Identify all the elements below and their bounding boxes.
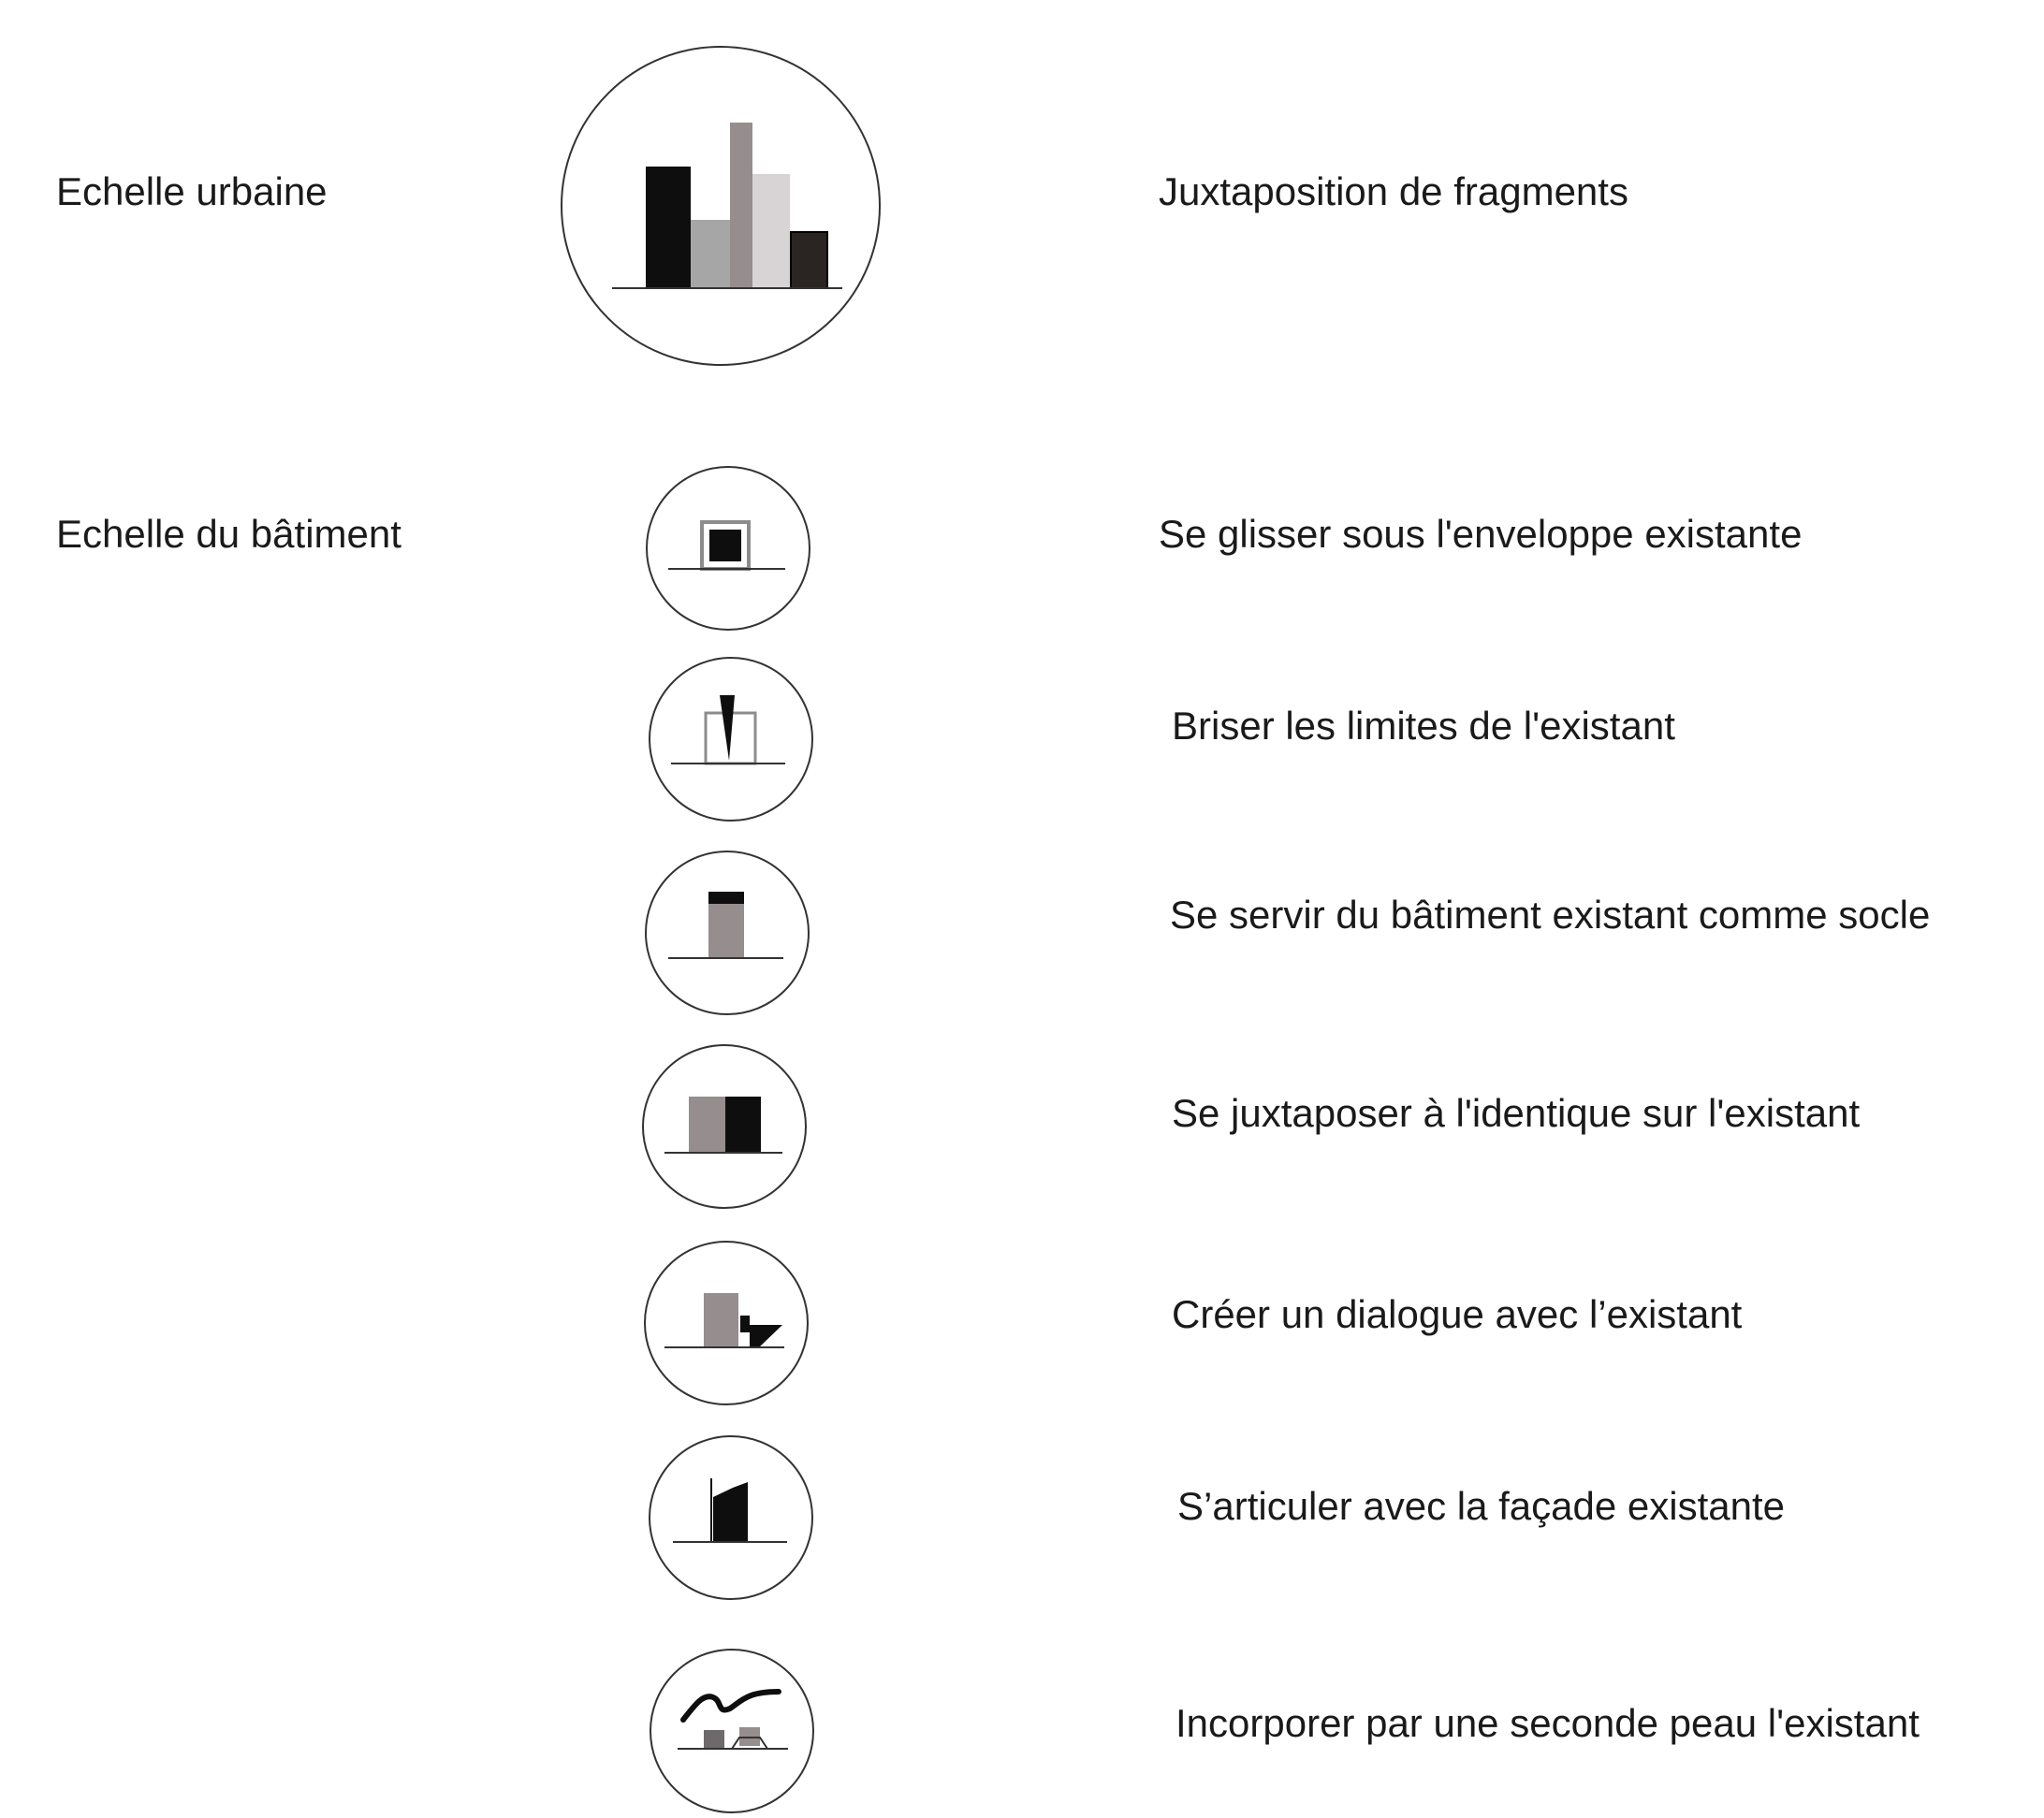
strategy-label-dialogue: Créer un dialogue avec l’existant	[1172, 1292, 1743, 1336]
strategy-label-identical: Se juxtaposer à l'identique sur l'existant	[1172, 1091, 1861, 1135]
strategy-label-facade: S’articuler avec la façade existante	[1177, 1484, 1786, 1528]
dialogue-icon	[642, 1239, 810, 1407]
scale-label-urban: Echelle urbaine	[56, 169, 328, 213]
articulate-facade-icon	[647, 1433, 815, 1602]
second-skin-icon	[648, 1647, 816, 1815]
identical-juxtapose-icon	[640, 1042, 809, 1211]
strategy-label-second-skin: Incorporer par une seconde peau l'existant	[1175, 1701, 1920, 1745]
slip-under-envelope-icon	[644, 464, 812, 633]
strategy-label-break-limits: Briser les limites de l'existant	[1172, 704, 1675, 748]
strategy-label-base: Se servir du bâtiment existant comme socle	[1170, 893, 1931, 937]
juxtaposed-fragments-icon	[560, 45, 882, 367]
existing-as-base-icon	[643, 849, 811, 1017]
strategy-label-juxtaposition: Juxtaposition de fragments	[1159, 169, 1628, 213]
scale-label-building: Echelle du bâtiment	[56, 512, 402, 556]
break-limits-icon	[647, 655, 815, 823]
strategy-label-envelope: Se glisser sous l'enveloppe existante	[1159, 512, 1803, 556]
